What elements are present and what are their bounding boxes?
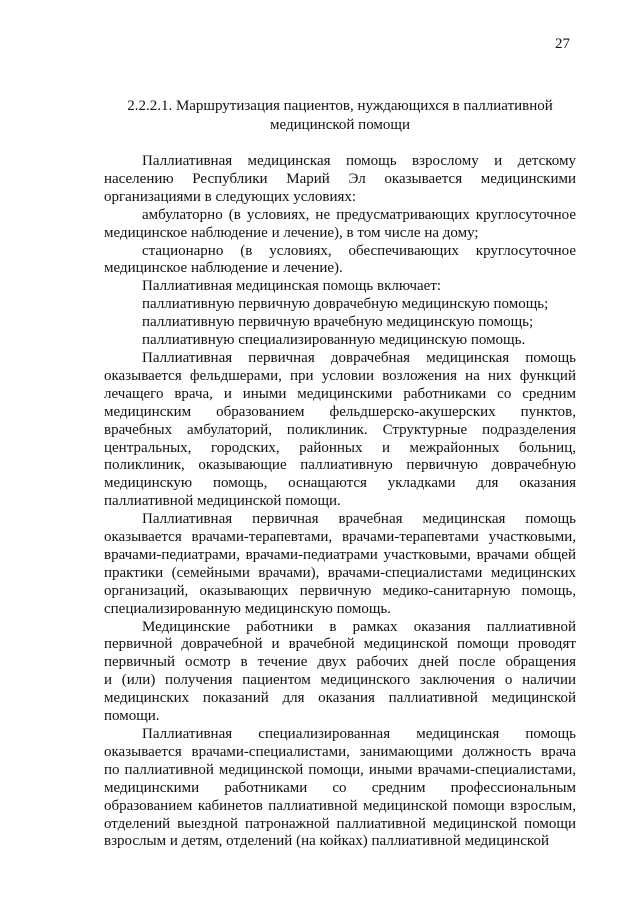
paragraph-line: стационарно (в условиях, обеспечивающих круглосуточное (142, 242, 576, 259)
section-title-line: медицинской помощи (270, 117, 410, 133)
paragraph (104, 278, 576, 296)
paragraph-line: Медицинские работники в рамках оказания паллиативной (142, 618, 576, 635)
paragraph-line: первичной доврачебной и врачебной медицинской помощи проводят (104, 636, 576, 653)
paragraph (104, 332, 576, 350)
paragraph-line: населению Республики Марий Эл оказывается медицинскими (104, 170, 576, 187)
paragraph-line: образованием кабинетов паллиативной медицинской помощи взрослым, (104, 797, 576, 814)
paragraph-line: помощи. (104, 708, 160, 725)
paragraph (104, 296, 576, 314)
paragraph-line: паллиативной медицинской помощи. (104, 493, 341, 510)
paragraph-line: центральных, городских, районных и межрайонных больниц, (104, 439, 576, 456)
paragraph-line: оказывается врачами-специалистами, занимающими должность врача (104, 743, 576, 760)
paragraph-line: амбулаторно (в условиях, не предусматривающих круглосуточное (142, 206, 576, 223)
paragraph (104, 726, 576, 851)
paragraph (104, 314, 576, 332)
paragraph-line: оказывается врачами-терапевтами, врачами-терапевтами участковыми, (104, 529, 576, 546)
document-body (104, 153, 576, 851)
paragraph-line: медицинскую помощь, оснащаются укладками для оказания (104, 475, 576, 492)
paragraph-line: и (или) получения пациентом медицинского заключения о наличии (104, 672, 576, 689)
paragraph-line: Паллиативная медицинская помощь включает: (142, 278, 442, 295)
paragraph-line: медицинское наблюдение и лечение). (104, 260, 343, 277)
paragraph-line: медицинских показаний для оказания паллиативной медицинской (104, 690, 576, 707)
paragraph (104, 153, 576, 207)
paragraph-line: врачами-педиатрами, врачами-педиатрами участковыми, врачами общей (104, 546, 576, 563)
paragraph-line: Паллиативная медицинская помощь взрослому и детскому (142, 153, 576, 169)
paragraph-line: врачебных амбулаторий, поликлиник. Структурные подразделения (104, 421, 576, 438)
paragraph-line: специализированную медицинскую помощь. (104, 600, 391, 617)
paragraph-line: организациями в следующих условиях: (104, 188, 357, 205)
paragraph (104, 243, 576, 279)
paragraph-line: организаций, оказывающих первичную медико-санитарную помощь, (104, 582, 576, 599)
paragraph-line: паллиативную первичную врачебную медицинскую помощь; (142, 314, 534, 331)
paragraph-line: первичный осмотр в течение двух рабочих дней после обращения (104, 654, 576, 671)
paragraph-line: паллиативную специализированную медицинскую помощь. (142, 332, 526, 349)
paragraph (104, 619, 576, 726)
paragraph-line: лечащего врача, и иными медицинскими работниками со средним (104, 385, 576, 402)
paragraph-line: практики (семейными врачами), врачами-специалистами медицинских (104, 564, 576, 581)
paragraph-line: поликлиник, оказывающие паллиативную первичную доврачебную (104, 457, 576, 474)
page-number: 27 (555, 36, 570, 52)
paragraph (104, 350, 576, 511)
paragraph-line: взрослым и детям, отделений (на койках) паллиативной медицинской (104, 833, 549, 850)
paragraph-line: Паллиативная первичная врачебная медицинская помощь (142, 511, 576, 528)
paragraph-line: Паллиативная первичная доврачебная медицинская помощь (142, 349, 576, 366)
paragraph-line: отделений выездной патронажной паллиативной медицинской помощи (104, 815, 576, 832)
paragraph (104, 511, 576, 618)
paragraph (104, 207, 576, 243)
paragraph-line: Паллиативная специализированная медицинская помощь (142, 726, 576, 742)
section-title (104, 97, 576, 135)
paragraph-line: паллиативную первичную доврачебную медицинскую помощь; (142, 296, 549, 313)
section-title-line: 2.2.2.1. Маршрутизация пациентов, нуждающихся в паллиативной (127, 98, 553, 114)
paragraph-line: оказывается фельдшерами, при условии возложения на них функций (104, 367, 576, 384)
paragraph-line: медицинским образованием фельдшерско-акушерских пунктов, (104, 403, 576, 420)
paragraph-line: медицинскими работниками со средним профессиональным (104, 779, 576, 796)
paragraph-line: по паллиативной медицинской помощи, иными врачами-специалистами, (104, 761, 576, 778)
paragraph-line: медицинское наблюдение и лечение), в том числе на дому; (104, 224, 479, 241)
